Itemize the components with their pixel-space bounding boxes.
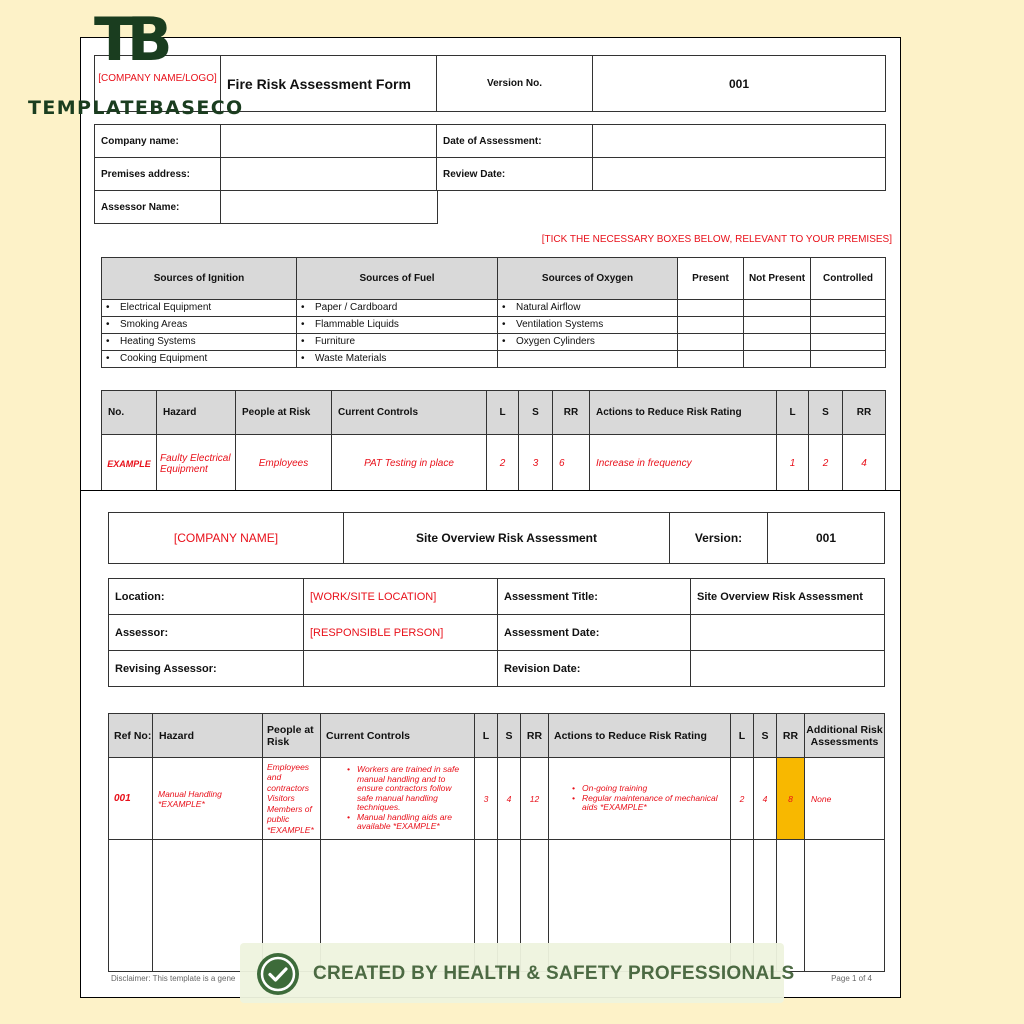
list-item (498, 351, 678, 368)
version-label: Version: (670, 513, 768, 564)
col-actions-header: Actions to Reduce Risk Rating (590, 391, 777, 435)
date-of-assessment-label: Date of Assessment: (437, 125, 593, 158)
revising-assessor-field[interactable] (304, 651, 498, 687)
form2-details (108, 578, 885, 687)
list-item: • Paper / Cardboard (297, 300, 498, 317)
version-value: 001 (593, 56, 886, 112)
logo-mark: TB (94, 5, 165, 75)
location-label: Location: (109, 579, 304, 615)
not-present-checkbox[interactable] (744, 334, 811, 351)
col-hazard-header: Hazard (157, 391, 236, 435)
version-label: Version No. (437, 56, 593, 112)
col-hazard-header: Hazard (153, 714, 263, 758)
action-item: • Regular maintenance of mechanical aids *EXAMPLE* (570, 794, 722, 813)
col-controls-header: Current Controls (332, 391, 487, 435)
list-item: • Natural Airflow (498, 300, 678, 317)
assessor-value[interactable]: [RESPONSIBLE PERSON] (304, 615, 498, 651)
list-item: • Oxygen Cylinders (498, 334, 678, 351)
list-item: • Electrical Equipment (102, 300, 297, 317)
col-ref-header: Ref No: (109, 714, 153, 758)
premises-address-field[interactable] (221, 158, 437, 191)
col-additional-header: Additional Risk Assessments (805, 714, 885, 758)
sources-oxygen-header: Sources of Oxygen (498, 258, 678, 300)
assessor-name-label: Assessor Name: (95, 191, 221, 224)
company-name-placeholder: [COMPANY NAME] (109, 513, 344, 564)
review-date-label: Review Date: (437, 158, 593, 191)
example-rr2: 4 (843, 435, 886, 493)
col-actions-header: Actions to Reduce Risk Rating (549, 714, 731, 758)
fire-sources-table (101, 257, 886, 368)
date-of-assessment-field[interactable] (593, 125, 886, 158)
example-label: EXAMPLE (102, 435, 157, 493)
row-rr2-highlight: 8 (777, 758, 805, 840)
fire-risk-table (101, 390, 886, 493)
empty-cell[interactable] (109, 840, 153, 972)
sources-fuel-header: Sources of Fuel (297, 258, 498, 300)
example-people: Employees (236, 435, 332, 493)
col-people-header: People at Risk (263, 714, 321, 758)
control-item: • Workers are trained in safe manual handling and to ensure contractors follow safe manual handling techniques. (345, 765, 468, 813)
revision-date-field[interactable] (691, 651, 885, 687)
disclaimer: Disclaimer: This template is a gene (111, 974, 236, 983)
review-date-field[interactable] (593, 158, 886, 191)
company-logo-placeholder: [COMPANY NAME/LOGO] (95, 56, 221, 112)
revision-date-label: Revision Date: (498, 651, 691, 687)
form1-title: Fire Risk Assessment Form (221, 56, 437, 112)
form1-details (94, 124, 886, 191)
row-ref: 001 (109, 758, 153, 840)
tick-note: [TICK THE NECESSARY BOXES BELOW, RELEVANT TO YOUR PREMISES] (541, 234, 892, 245)
control-item: • Manual handling aids are available *EXAMPLE* (345, 813, 468, 832)
col-s-header: S (498, 714, 521, 758)
premises-address-label: Premises address: (95, 158, 221, 191)
example-s: 3 (519, 435, 553, 493)
col-s2-header: S (809, 391, 843, 435)
banner-text: CREATED BY HEALTH & SAFETY PROFESSIONALS (313, 963, 795, 984)
not-present-header: Not Present (744, 258, 811, 300)
col-s2-header: S (754, 714, 777, 758)
col-l-header: L (475, 714, 498, 758)
form1-assessor-row (94, 191, 438, 224)
logo-wordmark: TEMPLATEBASECO (28, 97, 244, 119)
example-s2: 2 (809, 435, 843, 493)
present-checkbox[interactable] (678, 334, 744, 351)
example-hazard: Faulty Electrical Equipment (157, 435, 236, 493)
list-item: • Furniture (297, 334, 498, 351)
col-rr-header: RR (553, 391, 590, 435)
not-present-checkbox[interactable] (744, 317, 811, 334)
controlled-checkbox[interactable] (811, 317, 886, 334)
col-s-header: S (519, 391, 553, 435)
version-value: 001 (768, 513, 885, 564)
location-value[interactable]: [WORK/SITE LOCATION] (304, 579, 498, 615)
page-number: Page 1 of 4 (831, 974, 872, 983)
list-item: • Flammable Liquids (297, 317, 498, 334)
assessment-date-field[interactable] (691, 615, 885, 651)
row-controls (321, 758, 475, 840)
example-l: 2 (487, 435, 519, 493)
assessment-title-label: Assessment Title: (498, 579, 691, 615)
not-present-checkbox[interactable] (744, 351, 811, 368)
row-l2: 2 (731, 758, 754, 840)
present-checkbox[interactable] (678, 317, 744, 334)
example-controls: PAT Testing in place (332, 435, 487, 493)
col-rr2-header: RR (843, 391, 886, 435)
promo-banner (240, 943, 795, 1003)
row-additional: None (805, 758, 885, 840)
row-actions (549, 758, 731, 840)
list-item: • Smoking Areas (102, 317, 297, 334)
list-item: • Heating Systems (102, 334, 297, 351)
row-l: 3 (475, 758, 498, 840)
present-checkbox[interactable] (678, 300, 744, 317)
templatebaseco-logo (26, 5, 256, 119)
row-s2: 4 (754, 758, 777, 840)
action-item: • On-going training (570, 784, 722, 794)
list-item: • Waste Materials (297, 351, 498, 368)
form2-header (108, 512, 885, 564)
col-l2-header: L (731, 714, 754, 758)
controlled-checkbox[interactable] (811, 351, 886, 368)
present-header: Present (678, 258, 744, 300)
col-l-header: L (487, 391, 519, 435)
example-l2: 1 (777, 435, 809, 493)
site-risk-table (108, 713, 885, 972)
assessor-name-field[interactable] (221, 191, 438, 224)
row-s: 4 (498, 758, 521, 840)
controlled-header: Controlled (811, 258, 886, 300)
row-people: Employees and contractors Visitors Members of public *EXAMPLE* (263, 758, 321, 840)
empty-cell[interactable] (805, 840, 885, 972)
sources-ignition-header: Sources of Ignition (102, 258, 297, 300)
assessment-title-value[interactable]: Site Overview Risk Assessment (691, 579, 885, 615)
not-present-checkbox[interactable] (744, 300, 811, 317)
col-rr2-header: RR (777, 714, 805, 758)
present-checkbox[interactable] (678, 351, 744, 368)
controlled-checkbox[interactable] (811, 334, 886, 351)
assessor-label: Assessor: (109, 615, 304, 651)
list-item: • Cooking Equipment (102, 351, 297, 368)
site-overview-sheet (80, 490, 901, 998)
col-rr-header: RR (521, 714, 549, 758)
col-controls-header: Current Controls (321, 714, 475, 758)
assessment-date-label: Assessment Date: (498, 615, 691, 651)
col-no-header: No. (102, 391, 157, 435)
col-l2-header: L (777, 391, 809, 435)
example-actions: Increase in frequency (590, 435, 777, 493)
company-name-field[interactable] (221, 125, 437, 158)
revising-assessor-label: Revising Assessor: (109, 651, 304, 687)
check-circle-icon (257, 953, 299, 995)
form2-title: Site Overview Risk Assessment (344, 513, 670, 564)
list-item: • Ventilation Systems (498, 317, 678, 334)
row-rr: 12 (521, 758, 549, 840)
row-hazard: Manual Handling *EXAMPLE* (153, 758, 263, 840)
controlled-checkbox[interactable] (811, 300, 886, 317)
col-people-header: People at Risk (236, 391, 332, 435)
example-rr: 6 (553, 435, 590, 493)
company-name-label: Company name: (95, 125, 221, 158)
